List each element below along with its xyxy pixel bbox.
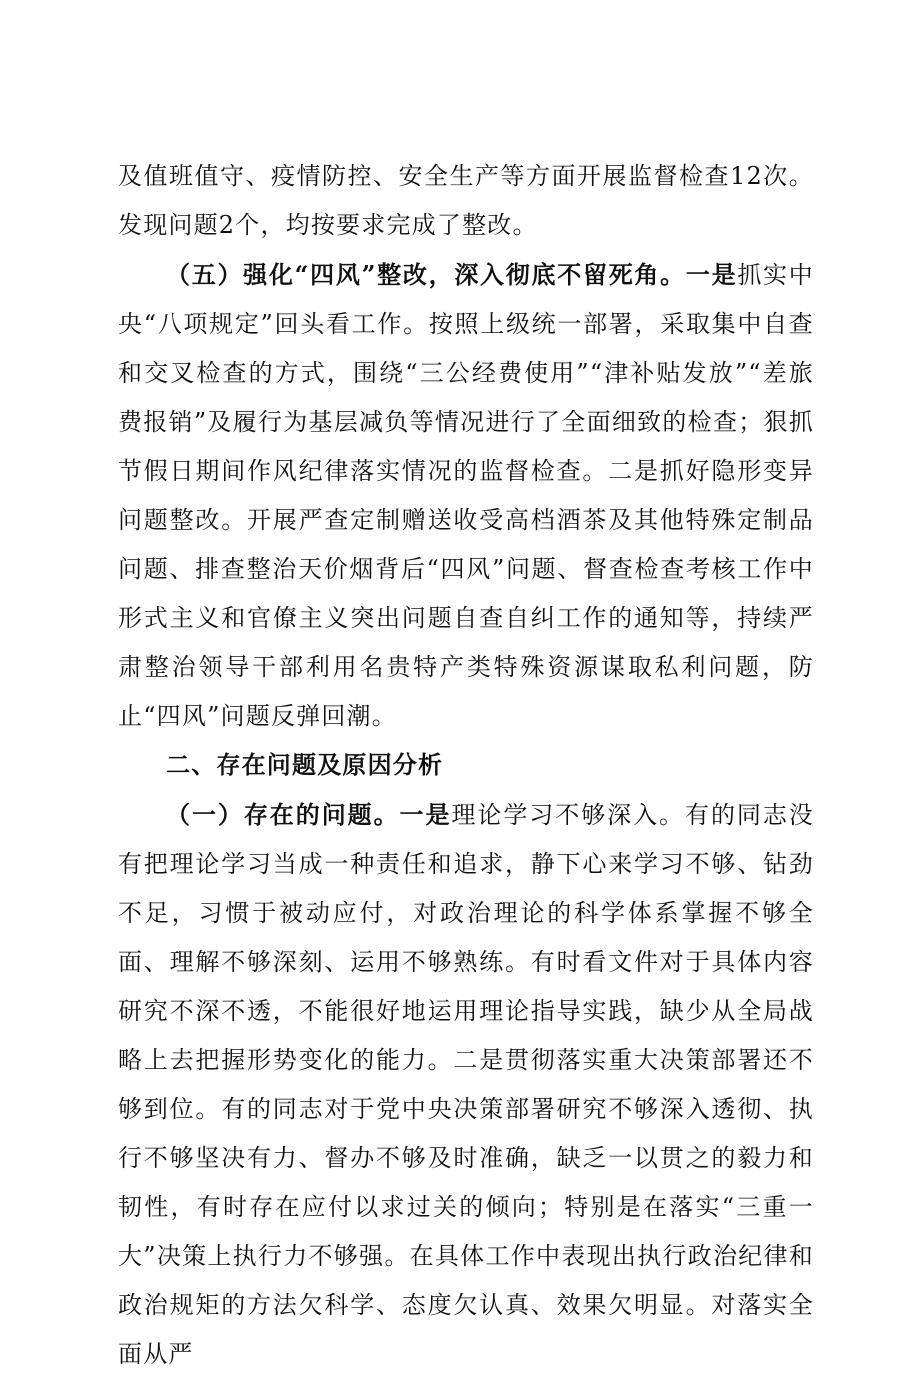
paragraph-four-winds (118, 250, 814, 741)
paragraph-continuation (118, 152, 814, 250)
paragraph-text: 理论学习不够深入。有的同志没有把理论学习当成一种责任和追求，静下心来学习不够、钻劲不足，习惯于被动应付，对政治理论的科学体系掌握不够全面、理解不够深刻、运用不够熟练。有时看文件对于具体内容研究不深不透，不能很好地运用理论指导实践，缺少从全局战略上去把握形势变化的能力。二是贯彻落实重大决策部署还不够到位。有的同志对于党中央决策部署研究不够深入透彻、执行不够坚决有力、督办不够及时准确，缺乏一以贯之的毅力和韧性，有时存在应付以求过关的倾向；特别是在落实“三重一大”决策上执行力不够强。在具体工作中表现出执行政治纪律和政治规矩的方法欠科学、态度欠认真、效果欠明显。对落实全面从严 (118, 801, 814, 1368)
paragraph-text: 及值班值守、疫情防控、安全生产等方面开展监督检查12次。发现问题2个，均按要求完成了整改。 (118, 162, 814, 239)
paragraph-problems (118, 790, 814, 1379)
paragraph-lead: （五）强化“四风”整改，深入彻底不留死角。一是 (166, 260, 738, 289)
section-heading: 二、存在问题及原因分析 (166, 751, 444, 779)
paragraph-lead: （一）存在的问题。一是 (166, 800, 452, 829)
paragraph-text: 抓实中央“八项规定”回头看工作。按照上级统一部署，采取集中自查和交叉检查的方式，围绕“三公经费使用”“津补贴发放”“差旅费报销”及履行为基层减负等情况进行了全面细致的检查；狠抓节假日期间作风纪律落实情况的监督检查。二是抓好隐形变异问题整改。开展严查定制赠送收受高档酒茶及其他特殊定制品问题、排查整治天价烟背后“四风”问题、督查检查考核工作中形式主义和官僚主义突出问题自查自纠工作的通知等，持续严肃整治领导干部利用名贵特产类特殊资源谋取私利问题，防止“四风”问题反弹回潮。 (118, 261, 814, 730)
document-body (118, 152, 814, 1379)
